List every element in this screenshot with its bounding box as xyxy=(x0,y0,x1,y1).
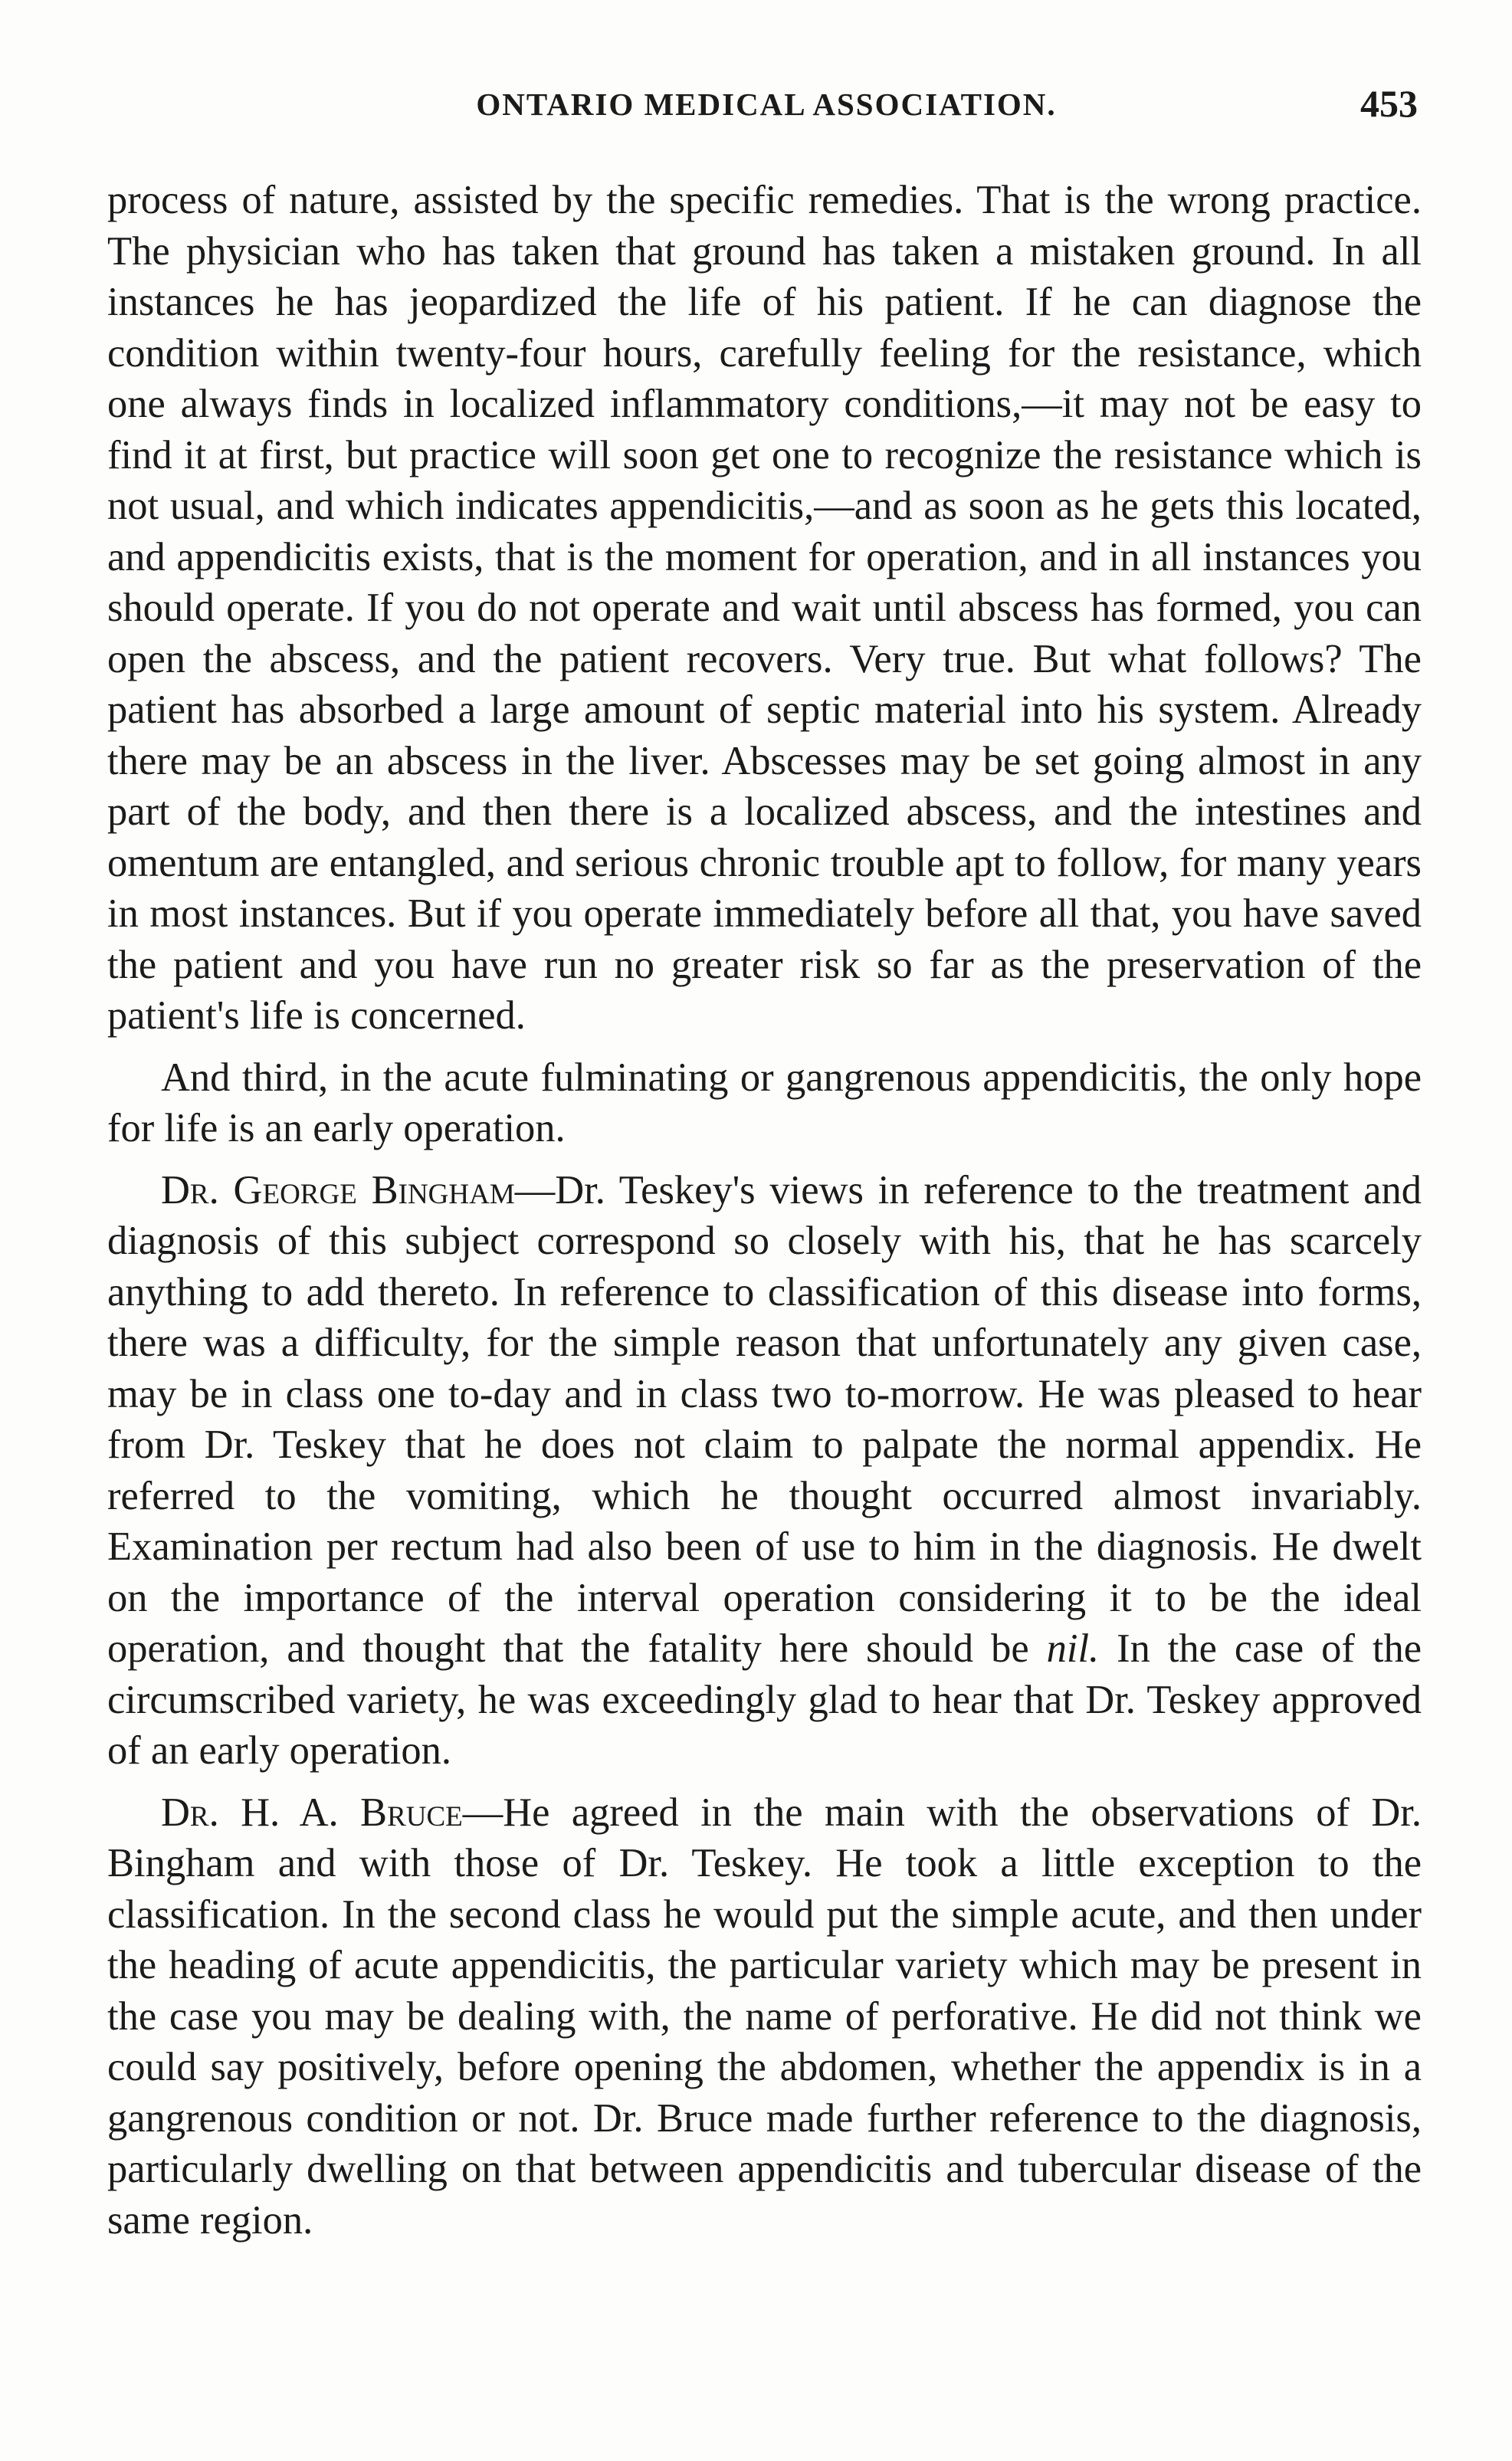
speaker-name: Dr. George Bingham xyxy=(161,1167,515,1212)
paragraph-third-point: And third, in the acute fulminating or gangrenous appendicitis, the only hope for life is an early operation. xyxy=(107,1055,1422,1150)
paragraph-continuation: process of nature, assisted by the specific remedies. That is the wrong practice. The physician who has taken that ground has taken a mistaken ground. In all instances he has jeopardized the life of his patient. If he can diagnose the condition within twenty-four hours, carefully feeling for the resistance, which one always finds in localized inflammatory conditions,—it may not be easy to find it at first, but practice will soon get one to recognize the resistance which is not usual, and which indicates appendicitis,—and as soon as he gets this located, and appendicitis exists, that is the moment for operation, and in all instances you should operate. If you do not operate and wait until abscess has formed, you can open the abscess, and the patient recovers. Very true. But what follows? The patient has absorbed a large amount of septic material into his system. Already there may be an abscess in the liver. Abscesses may be set going almost in any part of the body, and then there is a localized abscess, and the intestines and omentum are entangled, and serious chronic trouble apt to follow, for many years in most instances. But if you operate immediately before all that, you have saved the patient and you have run no greater risk so far as the preservation of the patient's life is concerned. xyxy=(107,178,1422,1038)
speaker-name: Dr. H. A. Bruce xyxy=(161,1790,463,1835)
body-text xyxy=(107,175,1422,2256)
paragraph-text: —He agreed in the main with the observations of Dr. Bingham and with those of Dr. Teskey. He took a little exception to the classification. In the second class he would put the simple acute, and then under the heading of acute appendicitis, the particular variety which may be present in the case you may be dealing with, the name of perforative. He did not think we could say positively, before opening the abdomen, whether the appendix is in a gangrenous condition or not. Dr. Bruce made further reference to the diagnosis, particularly dwelling on that between appendicitis and tubercular disease of the same region. xyxy=(107,1790,1422,2243)
paragraph-text: In the case of the circumscribed variety, he was exceedingly glad to hear that Dr. Teskey approved of an early operation. xyxy=(107,1626,1422,1773)
running-head: ONTARIO MEDICAL ASSOCIATION. xyxy=(476,87,1057,122)
emphasis-text: nil. xyxy=(1046,1626,1100,1671)
page-number: 453 xyxy=(1360,82,1418,125)
page-header xyxy=(115,82,1418,139)
paragraph-text: —Dr. Teskey's views in reference to the treatment and diagnosis of this subject correspond so closely with his, that he has scarcely anything to add thereto. In reference to classification of this disease into forms, there was a difficulty, for the simple reason that unfortunately any given case, may be in class one to-day and in class two to-morrow. He was pleased to hear from Dr. Teskey that he does not claim to palpate the normal appendix. He referred to the vomiting, which he thought occurred almost invariably. Examination per rectum had also been of use to him in the diagnosis. He dwelt on the importance of the interval operation considering it to be the ideal operation, and thought that the fatality here should be xyxy=(107,1167,1422,1671)
paragraph-bruce xyxy=(107,1787,1422,2246)
paragraph-bingham xyxy=(107,1165,1422,1777)
